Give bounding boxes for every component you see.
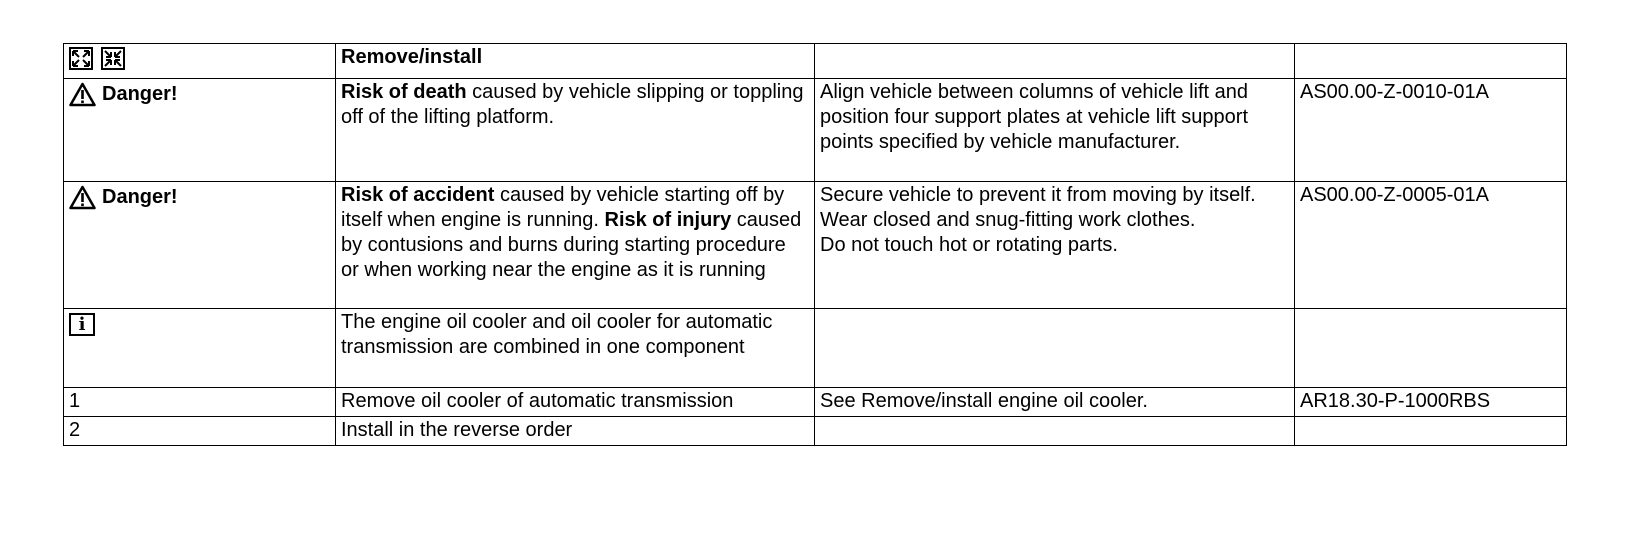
risk-text: caused by vehicle slipping or toppling off of the lifting platform. [341, 81, 804, 128]
warning-triangle-icon [69, 185, 96, 210]
reference-link[interactable]: AR18.30-P-1000RBS [1295, 388, 1567, 417]
step-number: 1 [64, 388, 336, 417]
reference-link [1295, 417, 1567, 446]
reference-link[interactable]: AS00.00-Z-0005-01A [1295, 182, 1567, 309]
header-icons-cell [64, 44, 336, 79]
risk-cell [336, 79, 815, 182]
instruction-line: Do not touch hot or rotating parts. [820, 234, 1118, 256]
risk-text: caused by vehicle starting off by itself when engine is running. [341, 184, 785, 231]
risk-title: Risk of death [341, 81, 467, 103]
table-row [64, 182, 1567, 309]
info-icon: i [69, 313, 95, 336]
procedure-table [63, 43, 1567, 446]
risk-cell [336, 182, 815, 309]
table-row [64, 417, 1567, 446]
instruction-line: Secure vehicle to prevent it from moving by itself. [820, 184, 1256, 206]
risk-text: caused by contusions and burns during starting procedure or when working near the engine as it is running [341, 209, 802, 281]
note-text: The engine oil cooler and oil cooler for automatic transmission are combined in one component [336, 309, 815, 388]
info-icon-cell [64, 309, 336, 388]
table-header-row [64, 44, 1567, 79]
warning-triangle-icon [69, 82, 96, 107]
table-row [64, 309, 1567, 388]
step-text: Install in the reverse order [336, 417, 815, 446]
header-title: Remove/install [336, 44, 815, 79]
instruction-line: Wear closed and snug-fitting work clothes. [820, 209, 1196, 231]
empty-cell [815, 309, 1295, 388]
risk-title: Risk of accident [341, 184, 495, 206]
step-instruction: See Remove/install engine oil cooler. [815, 388, 1295, 417]
table-row [64, 388, 1567, 417]
instruction-cell [815, 182, 1295, 309]
header-empty-cell [815, 44, 1295, 79]
danger-label-cell [64, 182, 336, 309]
danger-label: Danger! [102, 186, 178, 208]
danger-label: Danger! [102, 83, 178, 105]
step-instruction [815, 417, 1295, 446]
table-row [64, 79, 1567, 182]
expand-icon [69, 47, 93, 70]
reference-link[interactable]: AS00.00-Z-0010-01A [1295, 79, 1567, 182]
empty-cell [1295, 309, 1567, 388]
instruction-cell: Align vehicle between columns of vehicle lift and position four support plates at vehicle lift support points specified by vehicle manufacturer. [815, 79, 1295, 182]
step-number: 2 [64, 417, 336, 446]
danger-label-cell [64, 79, 336, 182]
header-empty-cell [1295, 44, 1567, 79]
collapse-icon [101, 47, 125, 70]
step-text: Remove oil cooler of automatic transmission [336, 388, 815, 417]
risk-title: Risk of injury [604, 209, 732, 231]
